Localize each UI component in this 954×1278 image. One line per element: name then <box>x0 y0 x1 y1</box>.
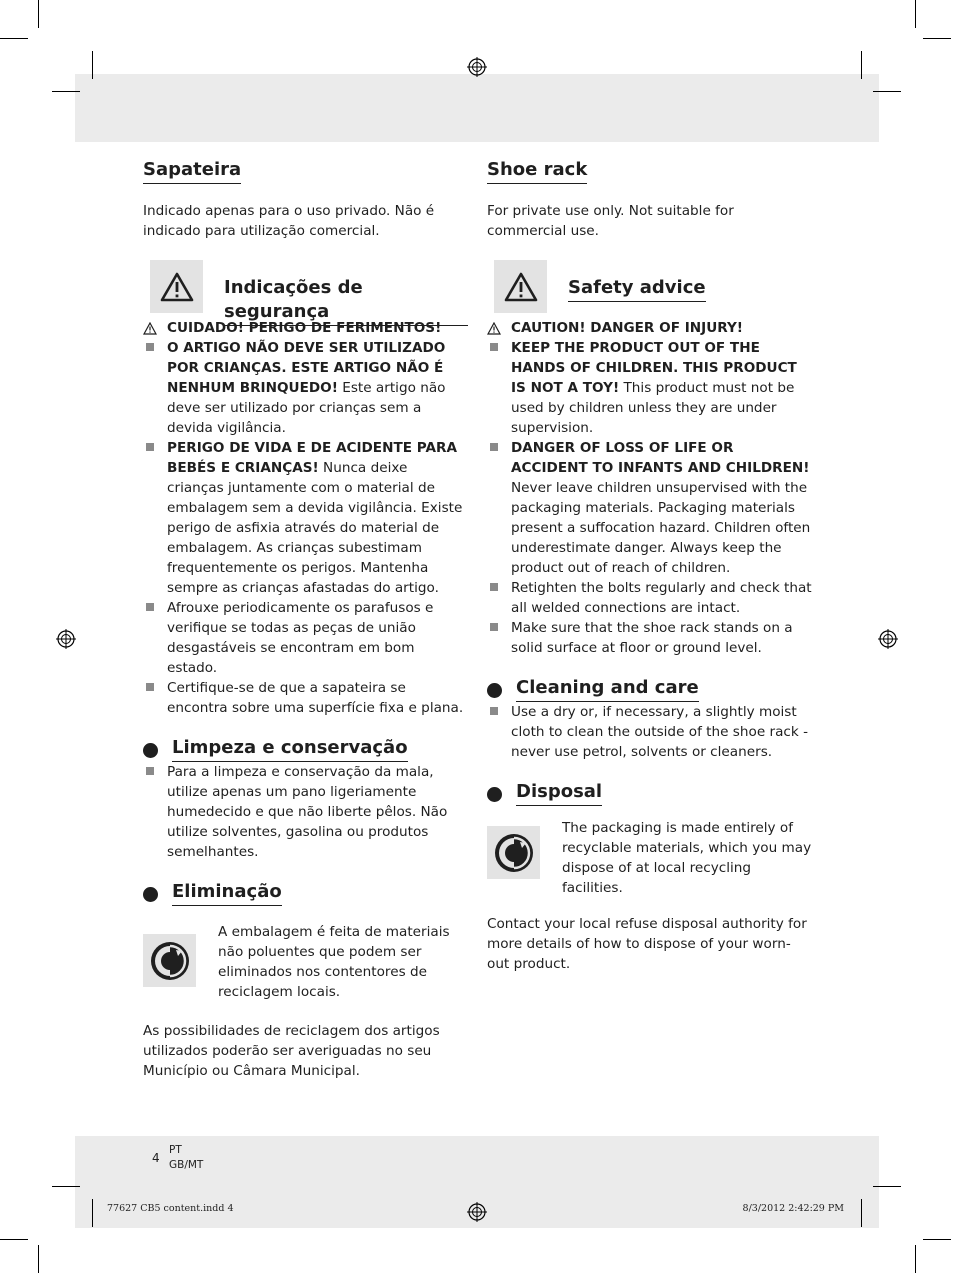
crop-mark <box>0 38 28 39</box>
disposal-text: The packaging is made entirely of recyclable materials, which you may dispose of at local recycling facilities. <box>562 820 812 896</box>
bullet-icon <box>146 443 154 451</box>
cleaning-list <box>487 702 812 762</box>
section-title: Sapateira <box>143 158 241 184</box>
disposal-after-text: As possibilidades de reciclagem dos artigos utilizados poderão ser averiguadas no seu Município ou Câmara Municipal. <box>143 1023 440 1079</box>
crop-mark <box>923 38 951 39</box>
crop-mark <box>92 51 93 79</box>
crop-mark <box>38 1245 39 1273</box>
list-item <box>487 318 812 338</box>
item-bold: PERIGO DE VIDA E DE ACIDENTE PARA BEBÉS E CRIANÇAS! <box>167 440 457 476</box>
list-item <box>143 318 468 338</box>
registration-mark-icon <box>467 57 487 77</box>
cleaning-list <box>143 762 468 862</box>
crop-mark <box>52 1186 80 1187</box>
disposal-header <box>487 780 812 806</box>
bullet-icon <box>146 767 154 775</box>
language-code: PT <box>169 1144 182 1156</box>
crop-mark <box>861 51 862 79</box>
bullet-icon <box>146 683 154 691</box>
bullet-icon <box>490 443 498 451</box>
disposal-title: Eliminação <box>172 880 282 906</box>
crop-mark <box>38 0 39 28</box>
disposal-block <box>487 818 812 898</box>
disposal-after-text: Contact your local refuse disposal authority for more details of how to dispose of your worn-out product. <box>487 916 807 972</box>
registration-mark-icon <box>878 629 898 649</box>
cleaning-header <box>487 676 812 702</box>
list-item <box>487 438 812 578</box>
item-text: This product must not be used by children unless they are under supervision. <box>511 380 795 436</box>
item-bold: O ARTIGO NÃO DEVE SER UTILIZADO POR CRIANÇAS. ESTE ARTIGO NÃO É NENHUM BRINQUEDO! <box>167 340 446 396</box>
safety-list <box>143 318 468 718</box>
list-item <box>487 702 812 762</box>
disposal-header <box>143 880 468 906</box>
bullet-icon <box>490 343 498 351</box>
item-bold: KEEP THE PRODUCT OUT OF THE HANDS OF CHILDREN. THIS PRODUCT IS NOT A TOY! <box>511 340 797 396</box>
list-item <box>487 618 812 658</box>
bullet-dot-icon <box>487 683 502 698</box>
safety-title: Indicações de segurança <box>224 276 468 326</box>
safety-header <box>143 260 468 322</box>
item-text: Never leave children unsupervised with the packaging materials. Packaging materials present a suffocation hazard. Children often underestimate danger. Always keep the product out of reach of children. <box>511 480 811 576</box>
green-dot-recycling-icon <box>487 826 540 879</box>
crop-mark <box>0 1239 28 1240</box>
list-item <box>143 338 468 438</box>
item-bold: DANGER OF LOSS OF LIFE OR ACCIDENT TO INFANTS AND CHILDREN! <box>511 440 810 476</box>
safety-header <box>487 260 812 318</box>
warning-text: CAUTION! DANGER OF INJURY! <box>511 320 744 336</box>
list-item <box>143 762 468 862</box>
item-text: Certifique-se de que a sapateira se encontra sobre uma superfície fixa e plana. <box>167 680 464 716</box>
item-text: Make sure that the shoe rack stands on a solid surface at floor or ground level. <box>511 620 793 656</box>
item-text: Nunca deixe crianças juntamente com o material de embalagem sem a devida vigilância. Existe perigo de asfixia através do material de embalagem. As crianças subestimam frequentemente os perigos. Mantenha sempre as crianças afastadas do artigo. <box>167 460 463 596</box>
crop-mark <box>873 91 901 92</box>
language-codes <box>169 1143 203 1173</box>
safety-title: Safety advice <box>568 276 706 302</box>
registration-mark-icon <box>467 1202 487 1222</box>
file-info: 77627 CB5 content.indd 4 <box>107 1203 234 1214</box>
column-portuguese <box>143 158 468 1081</box>
item-text: Este artigo não deve ser utilizado por crianças sem a devida vigilância. <box>167 380 446 436</box>
warning-text: CUIDADO! PERIGO DE FERIMENTOS! <box>167 320 442 336</box>
item-text: Para a limpeza e conservação da mala, utilize apenas um pano ligeriamente humedecido e que não liberte pêlos. Não utilize solventes, gasolina ou produtos semelhantes. <box>167 764 448 860</box>
warning-triangle-icon <box>494 260 547 313</box>
list-item <box>143 598 468 678</box>
registration-mark-icon <box>56 629 76 649</box>
list-item <box>143 678 468 718</box>
section-title: Shoe rack <box>487 158 587 184</box>
language-code: GB/MT <box>169 1159 204 1171</box>
item-text: Use a dry or, if necessary, a slightly moist cloth to clean the outside of the shoe rack - never use petrol, solvents or cleaners. <box>511 704 808 760</box>
disposal-block <box>143 922 468 1002</box>
crop-mark <box>52 91 80 92</box>
bullet-dot-icon <box>143 743 158 758</box>
item-text: Retighten the bolts regularly and check that all welded connections are intact. <box>511 580 812 616</box>
disposal-title: Disposal <box>516 780 602 806</box>
bullet-icon <box>490 623 498 631</box>
list-item <box>487 578 812 618</box>
cleaning-title: Limpeza e conservação <box>172 736 408 762</box>
cleaning-header <box>143 736 468 762</box>
bullet-icon <box>490 707 498 715</box>
bullet-icon <box>490 583 498 591</box>
bullet-icon <box>146 603 154 611</box>
list-item <box>143 438 468 598</box>
warning-triangle-icon <box>150 260 203 313</box>
crop-mark <box>861 1199 862 1227</box>
crop-mark <box>873 1186 901 1187</box>
safety-list <box>487 318 812 658</box>
crop-mark <box>915 0 916 28</box>
header-band <box>75 74 879 142</box>
cleaning-title: Cleaning and care <box>516 676 699 702</box>
intro-text: For private use only. Not suitable for commercial use. <box>487 203 734 239</box>
disposal-text: A embalagem é feita de materiais não poluentes que podem ser eliminados nos contentores de reciclagem locais. <box>218 924 450 1000</box>
page-number: 4 <box>152 1151 160 1165</box>
bullet-icon <box>146 343 154 351</box>
green-dot-recycling-icon <box>143 934 196 987</box>
bullet-dot-icon <box>487 787 502 802</box>
print-timestamp: 8/3/2012 2:42:29 PM <box>742 1203 844 1214</box>
crop-mark <box>92 1199 93 1227</box>
item-text: Afrouxe periodicamente os parafusos e verifique se todas as peças de união desgastáveis se encontram em bom estado. <box>167 600 434 676</box>
intro-text: Indicado apenas para o uso privado. Não é indicado para utilização comercial. <box>143 203 435 239</box>
crop-mark <box>915 1245 916 1273</box>
column-english <box>487 158 812 974</box>
list-item <box>487 338 812 438</box>
crop-mark <box>923 1239 951 1240</box>
bullet-dot-icon <box>143 887 158 902</box>
